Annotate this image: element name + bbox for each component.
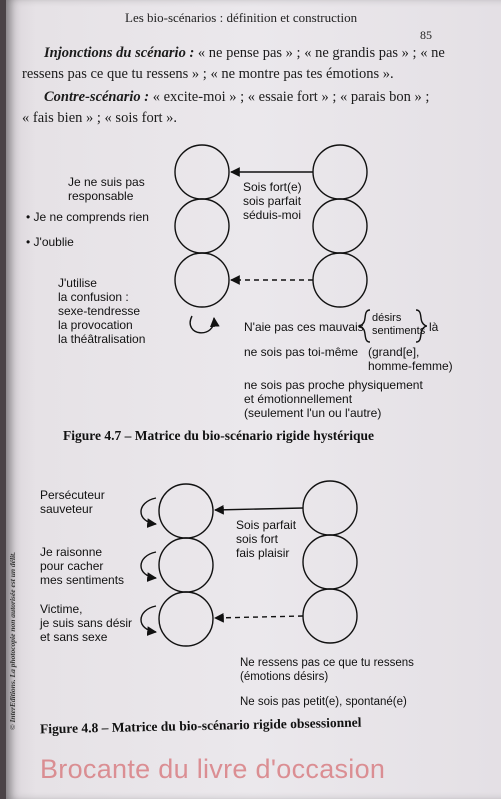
injunctions-text-1: « ne pense pas » ; « ne grandis pas » ; « ne — [194, 45, 445, 61]
fig1-adult-circle-mid — [175, 199, 229, 253]
fig2-parent-circle-top — [159, 484, 213, 538]
fig2-arrow-solid — [215, 508, 303, 510]
counter-label: Contre-scénario : — [44, 89, 150, 105]
fig1-parent-circle-top — [175, 145, 229, 199]
fig2-adult-circle-mid — [159, 538, 213, 592]
fig2-loop-top — [141, 498, 156, 524]
fig1-left-text-1: Je ne suis pas responsable — [68, 175, 145, 203]
running-title: Les bio-scénarios : définition et construction — [125, 10, 358, 25]
fig1-right-text-2b: désirs sentiments — [372, 312, 426, 337]
fig2-right-circle-mid — [303, 535, 357, 589]
fig1-right-text-3a: ne sois pas toi-même — [244, 345, 359, 359]
fig1-left-text-2: • Je ne comprends rien — [26, 210, 149, 224]
fig2-arrow-dashed — [215, 616, 303, 618]
fig1-loop-arrow — [190, 316, 214, 333]
fig1-right-text-4: ne sois pas proche physiquement et émotionnellement (seulement l'un ou l'autre) — [244, 378, 423, 420]
fig2-right-circle-bottom — [303, 589, 357, 643]
fig2-right-text-2: Ne ressens pas ce que tu ressens (émotions désirs) — [240, 657, 414, 683]
fig1-left-text-4: J'utilise la confusion : sexe-tendresse la provocation la théâtralisation — [58, 276, 146, 346]
fig1-right-circle-bottom — [313, 253, 367, 307]
counter-text-2: « fais bien » ; « sois fort ». — [22, 110, 178, 126]
fig2-loop-mid — [141, 552, 156, 578]
page-number: 85 — [420, 28, 432, 42]
seller-watermark: Brocante du livre d'occasion — [40, 754, 386, 784]
fig1-caption: Figure 4.7 – Matrice du bio-scénario rigide hystérique — [63, 428, 374, 443]
fig2-left-text-3: Victime, je suis sans désir et sans sexe — [40, 602, 133, 644]
injunctions-text-2: ressens pas ce que tu ressens » ; « ne montre pas tes émotions ». — [22, 66, 394, 82]
fig2-child-circle-bottom — [159, 592, 213, 646]
fig1-right-text-2c: là — [429, 320, 439, 334]
fig1-right-text-2a: N'aie pas ces mauvais — [244, 320, 364, 334]
fig1-right-circle-top — [313, 145, 367, 199]
fig1-right-text-3b: (grand[e], homme-femme) — [368, 345, 453, 373]
fig1-right-text-1: Sois fort(e) sois parfait séduis-moi — [243, 180, 302, 222]
fig2-right-text-1: Sois parfait sois fort fais plaisir — [236, 518, 297, 560]
fig2-right-text-3: Ne sois pas petit(e), spontané(e) — [240, 696, 407, 708]
injunctions-label: Injonctions du scénario : — [44, 45, 195, 61]
fig1-left-text-3: • J'oublie — [26, 235, 74, 249]
fig2-caption: Figure 4.8 – Matrice du bio-scénario rigide obsessionnel — [39, 714, 362, 737]
copyright-side-note: © InterEditions. La photocopie non autorisée est un délit. — [8, 551, 17, 730]
fig2-right-circle-top — [303, 481, 357, 535]
fig2-loop-bottom — [141, 606, 156, 632]
fig1-right-circle-mid — [313, 199, 367, 253]
fig2-left-text-1: Persécuteur sauveteur — [40, 488, 105, 516]
fig1-child-circle-bottom — [175, 253, 229, 307]
fig2-left-text-2: Je raisonne pour cacher mes sentiments — [40, 545, 125, 587]
counter-text-1: « excite-moi » ; « essaie fort » ; « parais bon » ; — [149, 89, 430, 105]
